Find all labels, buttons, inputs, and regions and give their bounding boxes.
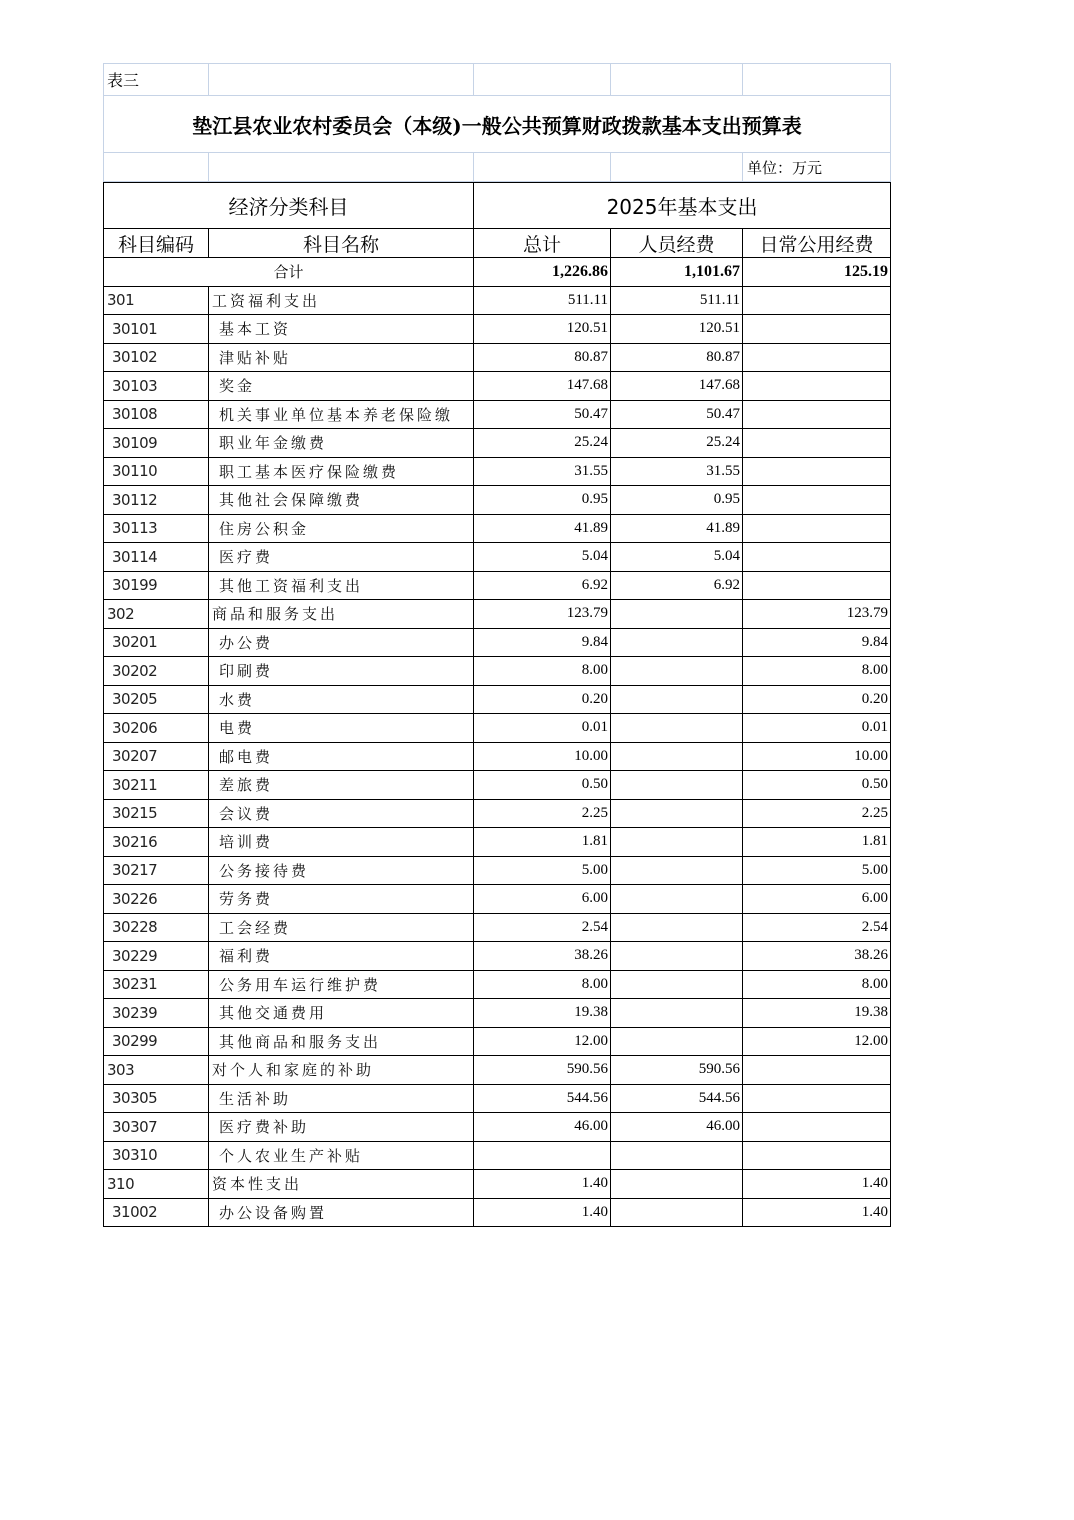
row-code: 303 xyxy=(104,1056,209,1085)
row-code: 30114 xyxy=(104,543,209,572)
row-code: 30108 xyxy=(104,400,209,429)
row-total: 120.51 xyxy=(474,315,611,344)
row-name: 工会经费 xyxy=(209,913,474,942)
table-row xyxy=(104,999,891,1028)
row-public xyxy=(743,1141,891,1170)
row-personnel xyxy=(611,1027,743,1056)
row-personnel xyxy=(611,714,743,743)
table-row xyxy=(104,1170,891,1199)
row-public xyxy=(743,1084,891,1113)
table-row xyxy=(104,571,891,600)
table-row xyxy=(104,543,891,572)
table-row xyxy=(104,628,891,657)
row-total: 19.38 xyxy=(474,999,611,1028)
row-code: 30226 xyxy=(104,885,209,914)
row-total: 46.00 xyxy=(474,1113,611,1142)
row-public xyxy=(743,315,891,344)
budget-sheet xyxy=(103,63,890,1227)
row-personnel xyxy=(611,685,743,714)
row-name: 医疗费 xyxy=(209,543,474,572)
row-personnel xyxy=(611,657,743,686)
row-personnel xyxy=(611,970,743,999)
row-personnel xyxy=(611,799,743,828)
row-personnel xyxy=(611,913,743,942)
table-row xyxy=(104,600,891,629)
row-total: 123.79 xyxy=(474,600,611,629)
table-row xyxy=(104,1027,891,1056)
row-personnel: 147.68 xyxy=(611,372,743,401)
table-row xyxy=(104,771,891,800)
row-name: 工资福利支出 xyxy=(209,286,474,315)
row-personnel: 41.89 xyxy=(611,514,743,543)
total-personnel: 1,101.67 xyxy=(611,258,743,287)
row-public: 1.40 xyxy=(743,1198,891,1227)
row-personnel: 0.95 xyxy=(611,486,743,515)
row-code: 30109 xyxy=(104,429,209,458)
row-public xyxy=(743,400,891,429)
row-code: 30103 xyxy=(104,372,209,401)
row-name: 住房公积金 xyxy=(209,514,474,543)
row-public xyxy=(743,1056,891,1085)
sheet-header-grid xyxy=(103,63,891,182)
table-row xyxy=(104,742,891,771)
row-public xyxy=(743,486,891,515)
row-personnel: 590.56 xyxy=(611,1056,743,1085)
row-name: 邮电费 xyxy=(209,742,474,771)
row-total: 590.56 xyxy=(474,1056,611,1085)
row-name: 办公费 xyxy=(209,628,474,657)
row-total: 12.00 xyxy=(474,1027,611,1056)
row-code: 302 xyxy=(104,600,209,629)
row-public xyxy=(743,457,891,486)
row-personnel: 50.47 xyxy=(611,400,743,429)
row-name: 医疗费补助 xyxy=(209,1113,474,1142)
row-name: 职工基本医疗保险缴费 xyxy=(209,457,474,486)
budget-rows xyxy=(104,286,891,1227)
row-total: 80.87 xyxy=(474,343,611,372)
table-row xyxy=(104,1113,891,1142)
row-public xyxy=(743,286,891,315)
row-code: 30231 xyxy=(104,970,209,999)
row-total: 1.81 xyxy=(474,828,611,857)
row-total: 511.11 xyxy=(474,286,611,315)
row-public xyxy=(743,514,891,543)
row-code: 30307 xyxy=(104,1113,209,1142)
row-name: 职业年金缴费 xyxy=(209,429,474,458)
row-personnel xyxy=(611,942,743,971)
header-basic-expenditure: 2025年基本支出 xyxy=(474,183,891,229)
row-public: 1.81 xyxy=(743,828,891,857)
row-personnel: 25.24 xyxy=(611,429,743,458)
row-public: 0.01 xyxy=(743,714,891,743)
row-code: 310 xyxy=(104,1170,209,1199)
row-name: 办公设备购置 xyxy=(209,1198,474,1227)
row-code: 30110 xyxy=(104,457,209,486)
table-row xyxy=(104,1056,891,1085)
row-code: 301 xyxy=(104,286,209,315)
table-row xyxy=(104,457,891,486)
header-economic-category: 经济分类科目 xyxy=(104,183,474,229)
total-public: 125.19 xyxy=(743,258,891,287)
table-row xyxy=(104,1141,891,1170)
row-total: 0.95 xyxy=(474,486,611,515)
row-public: 6.00 xyxy=(743,885,891,914)
row-total: 1.40 xyxy=(474,1170,611,1199)
row-personnel xyxy=(611,742,743,771)
row-code: 30101 xyxy=(104,315,209,344)
row-name: 津贴补贴 xyxy=(209,343,474,372)
row-name: 会议费 xyxy=(209,799,474,828)
row-code: 30310 xyxy=(104,1141,209,1170)
total-amount: 1,226.86 xyxy=(474,258,611,287)
row-personnel xyxy=(611,1198,743,1227)
row-total: 2.25 xyxy=(474,799,611,828)
row-name: 其他交通费用 xyxy=(209,999,474,1028)
row-name: 资本性支出 xyxy=(209,1170,474,1199)
row-total: 9.84 xyxy=(474,628,611,657)
budget-table xyxy=(103,182,891,1227)
row-code: 30201 xyxy=(104,628,209,657)
row-personnel xyxy=(611,771,743,800)
row-code: 31002 xyxy=(104,1198,209,1227)
row-code: 30199 xyxy=(104,571,209,600)
table-row xyxy=(104,1084,891,1113)
row-personnel: 544.56 xyxy=(611,1084,743,1113)
table-row xyxy=(104,286,891,315)
row-name: 其他商品和服务支出 xyxy=(209,1027,474,1056)
row-code: 30228 xyxy=(104,913,209,942)
row-name: 商品和服务支出 xyxy=(209,600,474,629)
row-personnel xyxy=(611,885,743,914)
row-total: 5.04 xyxy=(474,543,611,572)
row-total: 41.89 xyxy=(474,514,611,543)
header-public: 日常公用经费 xyxy=(743,229,891,258)
row-total: 5.00 xyxy=(474,856,611,885)
row-total: 10.00 xyxy=(474,742,611,771)
row-name: 公务用车运行维护费 xyxy=(209,970,474,999)
row-total: 31.55 xyxy=(474,457,611,486)
row-name: 个人农业生产补贴 xyxy=(209,1141,474,1170)
row-personnel: 80.87 xyxy=(611,343,743,372)
header-name: 科目名称 xyxy=(209,229,474,258)
row-code: 30215 xyxy=(104,799,209,828)
row-public xyxy=(743,571,891,600)
row-personnel xyxy=(611,600,743,629)
row-total: 8.00 xyxy=(474,657,611,686)
row-public xyxy=(743,372,891,401)
row-total: 38.26 xyxy=(474,942,611,971)
row-total: 6.92 xyxy=(474,571,611,600)
row-personnel: 5.04 xyxy=(611,543,743,572)
row-name: 对个人和家庭的补助 xyxy=(209,1056,474,1085)
page-title: 垫江县农业农村委员会（本级)一般公共预算财政拨款基本支出预算表 xyxy=(104,96,891,153)
row-public xyxy=(743,343,891,372)
table-row xyxy=(104,429,891,458)
row-public: 9.84 xyxy=(743,628,891,657)
row-public: 0.20 xyxy=(743,685,891,714)
row-name: 基本工资 xyxy=(209,315,474,344)
row-code: 30229 xyxy=(104,942,209,971)
total-label: 合计 xyxy=(104,258,474,287)
row-name: 公务接待费 xyxy=(209,856,474,885)
row-personnel xyxy=(611,856,743,885)
row-name: 奖金 xyxy=(209,372,474,401)
table-row xyxy=(104,799,891,828)
row-public: 38.26 xyxy=(743,942,891,971)
row-total: 50.47 xyxy=(474,400,611,429)
table-row xyxy=(104,856,891,885)
row-total: 147.68 xyxy=(474,372,611,401)
table-row xyxy=(104,486,891,515)
row-personnel: 511.11 xyxy=(611,286,743,315)
row-total: 544.56 xyxy=(474,1084,611,1113)
row-name: 其他工资福利支出 xyxy=(209,571,474,600)
table-row xyxy=(104,372,891,401)
header-personnel: 人员经费 xyxy=(611,229,743,258)
row-public xyxy=(743,543,891,572)
header-total: 总计 xyxy=(474,229,611,258)
row-name: 水费 xyxy=(209,685,474,714)
table-row xyxy=(104,714,891,743)
row-total: 2.54 xyxy=(474,913,611,942)
row-public xyxy=(743,1113,891,1142)
row-personnel xyxy=(611,828,743,857)
row-code: 30205 xyxy=(104,685,209,714)
row-total: 25.24 xyxy=(474,429,611,458)
row-total: 0.20 xyxy=(474,685,611,714)
row-code: 30206 xyxy=(104,714,209,743)
unit-label: 单位：万元 xyxy=(743,153,891,182)
row-code: 30211 xyxy=(104,771,209,800)
row-total: 1.40 xyxy=(474,1198,611,1227)
table-row xyxy=(104,315,891,344)
table-row xyxy=(104,400,891,429)
row-total: 8.00 xyxy=(474,970,611,999)
row-total xyxy=(474,1141,611,1170)
row-total: 0.01 xyxy=(474,714,611,743)
row-code: 30239 xyxy=(104,999,209,1028)
row-code: 30102 xyxy=(104,343,209,372)
row-name: 劳务费 xyxy=(209,885,474,914)
row-personnel: 31.55 xyxy=(611,457,743,486)
row-personnel xyxy=(611,1170,743,1199)
row-public: 5.00 xyxy=(743,856,891,885)
row-public xyxy=(743,429,891,458)
row-name: 培训费 xyxy=(209,828,474,857)
table-row xyxy=(104,685,891,714)
table-row xyxy=(104,343,891,372)
row-public: 8.00 xyxy=(743,657,891,686)
row-code: 30202 xyxy=(104,657,209,686)
row-personnel: 46.00 xyxy=(611,1113,743,1142)
row-public: 0.50 xyxy=(743,771,891,800)
row-public: 2.25 xyxy=(743,799,891,828)
table-row xyxy=(104,913,891,942)
table-row xyxy=(104,942,891,971)
sheet-label: 表三 xyxy=(104,64,209,96)
row-code: 30299 xyxy=(104,1027,209,1056)
row-code: 30305 xyxy=(104,1084,209,1113)
row-total: 6.00 xyxy=(474,885,611,914)
row-name: 电费 xyxy=(209,714,474,743)
row-public: 10.00 xyxy=(743,742,891,771)
row-personnel xyxy=(611,1141,743,1170)
row-code: 30207 xyxy=(104,742,209,771)
row-public: 2.54 xyxy=(743,913,891,942)
row-name: 其他社会保障缴费 xyxy=(209,486,474,515)
table-row xyxy=(104,1198,891,1227)
row-personnel: 6.92 xyxy=(611,571,743,600)
row-public: 123.79 xyxy=(743,600,891,629)
table-row xyxy=(104,514,891,543)
header-code: 科目编码 xyxy=(104,229,209,258)
row-public: 1.40 xyxy=(743,1170,891,1199)
row-public: 12.00 xyxy=(743,1027,891,1056)
row-personnel: 120.51 xyxy=(611,315,743,344)
row-name: 福利费 xyxy=(209,942,474,971)
row-code: 30113 xyxy=(104,514,209,543)
row-code: 30217 xyxy=(104,856,209,885)
row-name: 生活补助 xyxy=(209,1084,474,1113)
table-row xyxy=(104,828,891,857)
row-code: 30216 xyxy=(104,828,209,857)
row-public: 19.38 xyxy=(743,999,891,1028)
row-name: 印刷费 xyxy=(209,657,474,686)
row-code: 30112 xyxy=(104,486,209,515)
table-row xyxy=(104,885,891,914)
row-personnel xyxy=(611,628,743,657)
row-public: 8.00 xyxy=(743,970,891,999)
table-row xyxy=(104,657,891,686)
row-name: 机关事业单位基本养老保险缴 xyxy=(209,400,474,429)
table-row xyxy=(104,970,891,999)
row-name: 差旅费 xyxy=(209,771,474,800)
row-personnel xyxy=(611,999,743,1028)
row-total: 0.50 xyxy=(474,771,611,800)
